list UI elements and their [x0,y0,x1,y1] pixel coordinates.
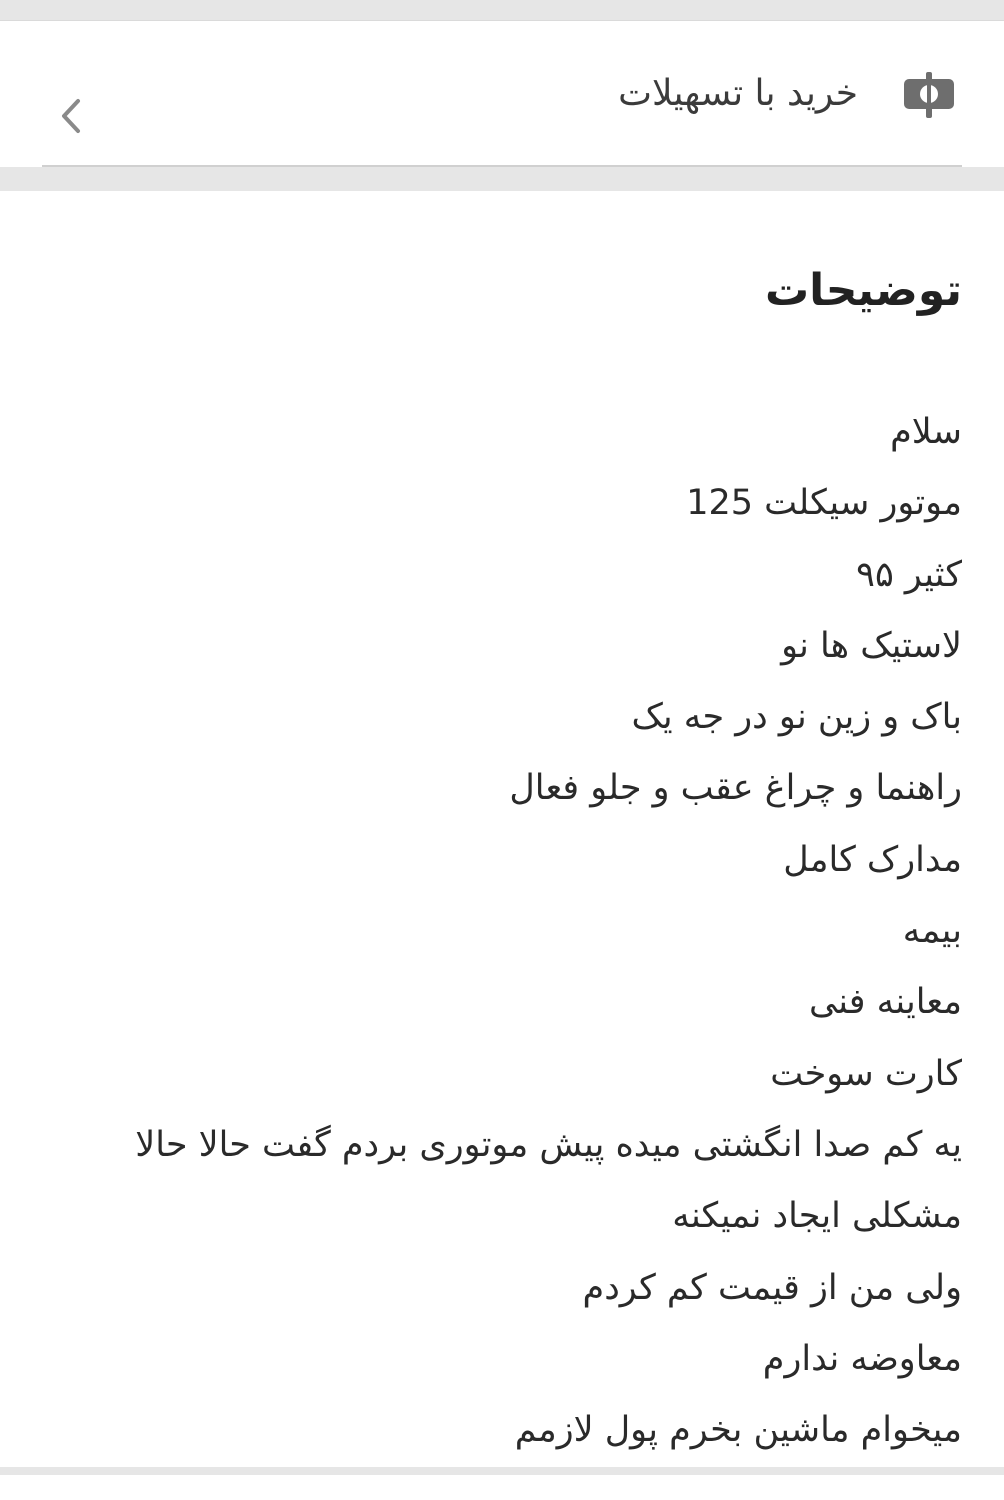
description-title: توضیحات [764,265,962,316]
description-line: لاستیک ها نو [781,625,962,666]
installment-purchase-row[interactable] [0,21,1004,167]
description-line: مشکلی ایجاد نمیکنه [672,1196,962,1237]
description-line: کارت سوخت [770,1053,962,1094]
description-line: معاوضه ندارم [762,1338,962,1379]
description-line: باک و زین نو در جه یک [631,697,962,738]
description-line: کثیر ۹۵ [856,554,962,595]
chevron-left-icon[interactable] [54,95,88,137]
section-separator [0,167,1004,191]
row-divider [42,165,962,167]
description-line: ولی من از قیمت کم کردم [582,1267,962,1308]
installment-label: خرید با تسهیلات [618,73,858,114]
top-separator [0,0,1004,21]
description-line: راهنما و چراغ عقب و جلو فعال [509,768,962,809]
description-line: بیمه [902,911,962,952]
bottom-separator [0,1467,1004,1475]
description-body [40,397,962,1466]
description-line: یه کم صدا انگشتی میده پیش موتوری بردم گفت حالا حالا [135,1124,962,1165]
description-line: معاینه فنی [809,982,962,1023]
description-line: مدارک کامل [783,839,962,880]
description-section [0,191,1004,1475]
description-line: میخوام ماشین بخرم پول لازمم [514,1410,962,1451]
installment-card-icon [902,71,958,119]
description-line: موتور سیکلت 125 [686,483,962,524]
description-line: سلام [890,412,962,452]
